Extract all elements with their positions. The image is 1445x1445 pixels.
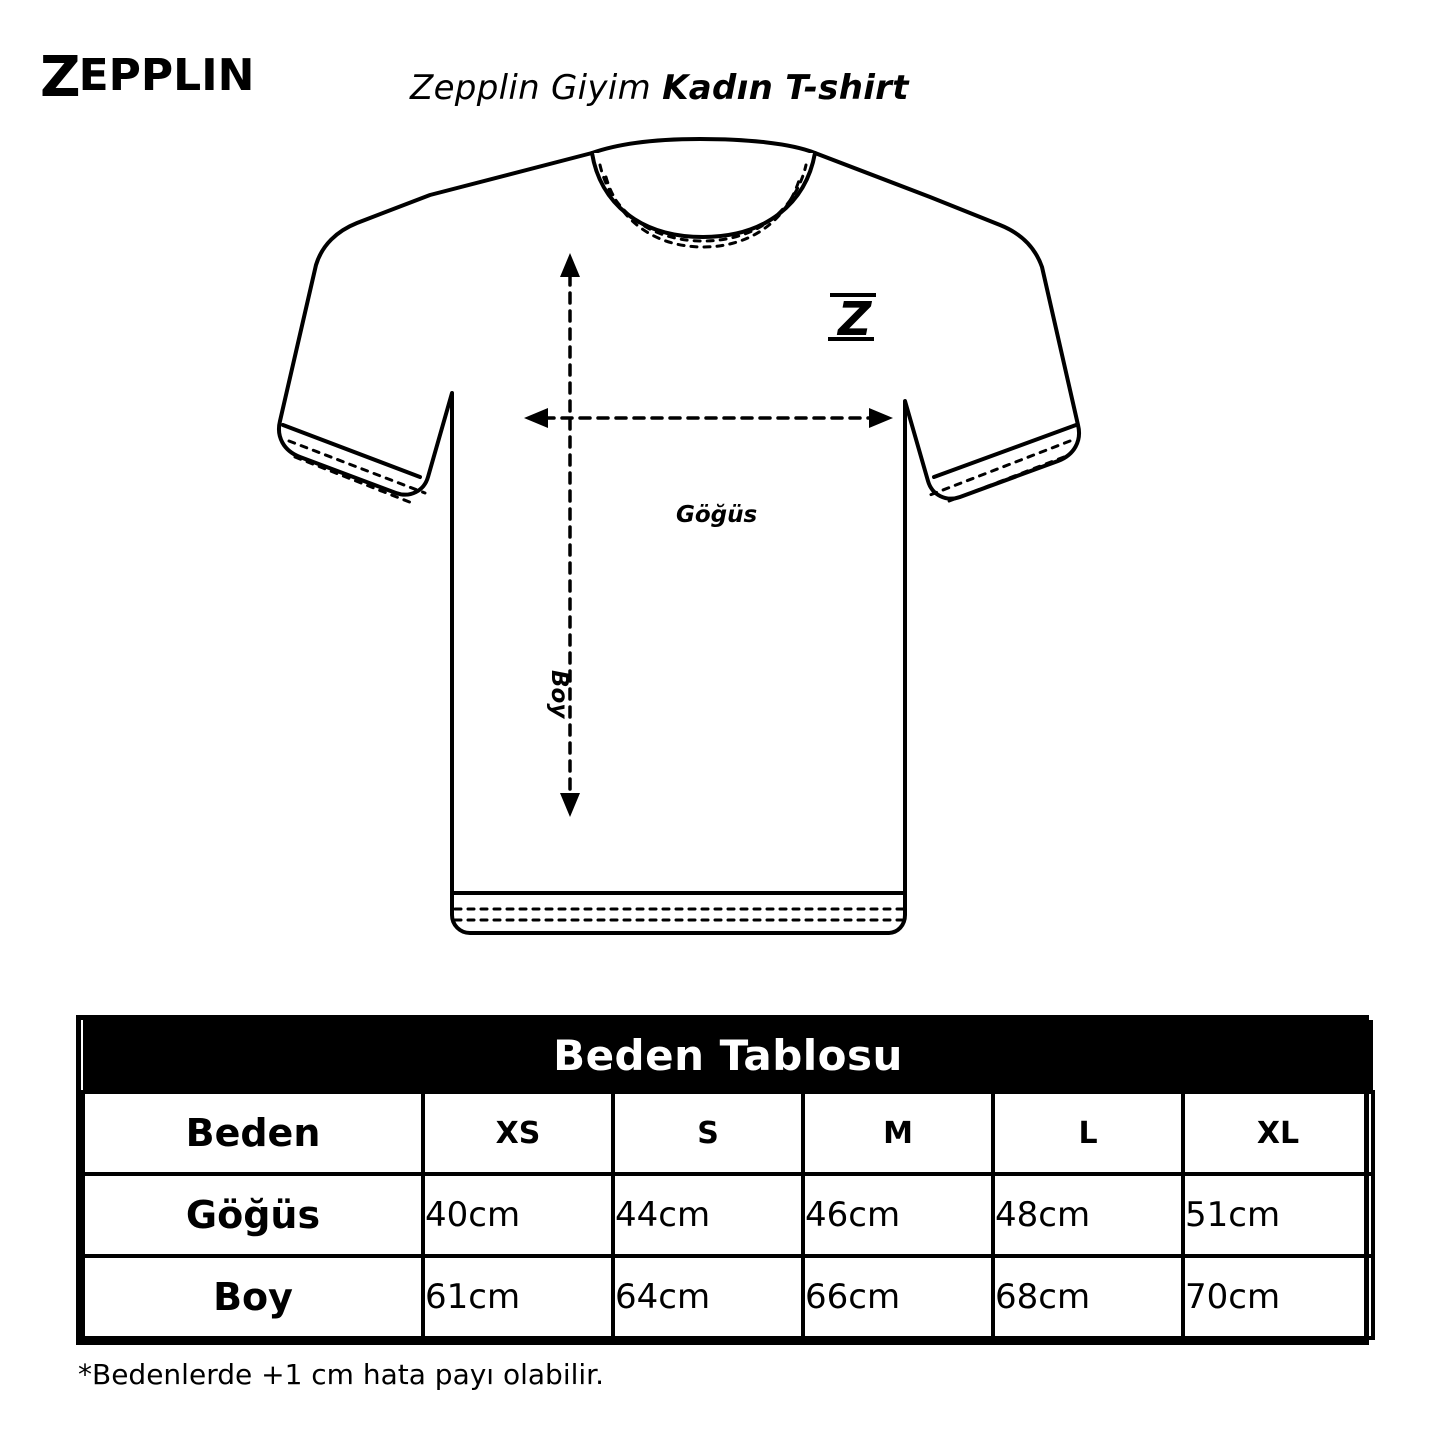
tshirt-illustration xyxy=(0,125,1445,1005)
header-cell-xs: XS xyxy=(423,1092,613,1174)
chest-measure-label: Göğüs xyxy=(676,502,758,528)
brand-logo-mark: Z xyxy=(40,45,79,110)
page-title-bold: Kadın T-shirt xyxy=(662,68,909,108)
table-row xyxy=(83,1174,1373,1256)
brand-logo-text: EPPLIN xyxy=(78,50,255,101)
cell-gogus-s: 44cm xyxy=(613,1174,803,1256)
header-cell-l: L xyxy=(993,1092,1183,1174)
header-cell-beden: Beden xyxy=(83,1092,423,1174)
table-header-row xyxy=(83,1092,1373,1174)
cell-gogus-xs: 40cm xyxy=(423,1174,613,1256)
cell-boy-s: 64cm xyxy=(613,1256,803,1338)
cell-boy-xl: 70cm xyxy=(1183,1256,1373,1338)
length-measure-label: Boy xyxy=(546,670,572,719)
table-row xyxy=(83,1256,1373,1338)
size-chart xyxy=(76,1015,1369,1345)
svg-text:Z: Z xyxy=(838,292,872,346)
cell-boy-xs: 61cm xyxy=(423,1256,613,1338)
cell-boy-m: 66cm xyxy=(803,1256,993,1338)
header-cell-xl: XL xyxy=(1183,1092,1373,1174)
header-cell-m: M xyxy=(803,1092,993,1174)
row-label-boy: Boy xyxy=(83,1256,423,1338)
cell-boy-l: 68cm xyxy=(993,1256,1183,1338)
brand-logo xyxy=(40,45,255,110)
header-cell-s: S xyxy=(613,1092,803,1174)
row-label-gogus: Göğüs xyxy=(83,1174,423,1256)
size-table-title: Beden Tablosu xyxy=(83,1020,1373,1092)
page-title-light: Zepplin Giyim xyxy=(410,68,663,108)
page-header xyxy=(0,0,1445,130)
page-title xyxy=(410,68,909,108)
table-title-row xyxy=(83,1020,1373,1092)
size-table xyxy=(81,1020,1375,1340)
cell-gogus-xl: 51cm xyxy=(1183,1174,1373,1256)
cell-gogus-l: 48cm xyxy=(993,1174,1183,1256)
size-chart-footnote: *Bedenlerde +1 cm hata payı olabilir. xyxy=(78,1358,604,1391)
cell-gogus-m: 46cm xyxy=(803,1174,993,1256)
